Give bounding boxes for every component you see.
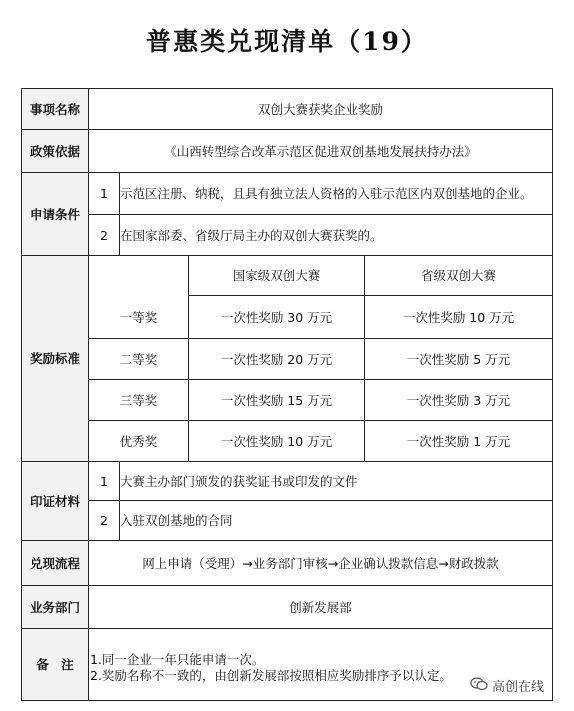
remark-line: 2.奖励名称不一致的，由创新发展部按照相应奖励排序予以认定。 [90, 668, 452, 683]
header-national: 国家级双创大赛 [232, 268, 321, 283]
tier-name: 二等奖 [119, 351, 158, 367]
label-remarks: 备 注 [36, 657, 74, 672]
label-item-name: 事项名称 [29, 101, 80, 117]
process-value: 网上申请（受理）→业务部门审核→企业确认拨款信息→财政拨款 [142, 555, 499, 571]
remark-line: 1.同一企业一年只能申请一次。 [90, 652, 265, 667]
label-proof-materials: 印证材料 [29, 493, 80, 509]
tier-provincial: 一次性奖励 10 万元 [402, 309, 515, 325]
proof-text: 入驻双创基地的合同 [120, 513, 233, 528]
remarks-notes [90, 652, 452, 684]
label-conditions: 申请条件 [29, 206, 80, 222]
header-provincial: 省级双创大赛 [420, 268, 496, 283]
proof-text: 大赛主办部门颁发的获奖证书或印发的文件 [120, 473, 358, 489]
tier-provincial: 一次性奖励 5 万元 [406, 351, 511, 367]
tier-name: 三等奖 [119, 392, 158, 408]
proof-num: 1 [100, 473, 108, 489]
watermark [470, 676, 544, 695]
proof-num: 2 [100, 513, 108, 528]
tier-national: 一次性奖励 15 万元 [220, 392, 333, 408]
condition-text: 在国家部委、省级厅局主办的双创大赛获奖的。 [120, 227, 383, 243]
watermark-text: 高创在线 [492, 680, 545, 695]
label-process: 兑现流程 [29, 555, 80, 571]
tier-national: 一次性奖励 30 万元 [220, 309, 333, 325]
condition-num: 1 [100, 186, 108, 201]
wechat-icon [470, 677, 488, 695]
label-policy-basis: 政策依据 [29, 143, 80, 159]
tier-provincial: 一次性奖励 1 万元 [406, 433, 511, 449]
tier-provincial: 一次性奖励 3 万元 [406, 392, 511, 408]
policy-basis-value: 《山西转型综合改革示范区促进双创基地发展扶持办法》 [164, 143, 477, 159]
label-department: 业务部门 [29, 599, 80, 615]
page-title: 普惠类兑现清单（19） [146, 27, 428, 56]
condition-num: 2 [100, 227, 108, 243]
tier-name: 优秀奖 [119, 433, 158, 449]
tier-national: 一次性奖励 10 万元 [220, 433, 333, 449]
tier-national: 一次性奖励 20 万元 [220, 351, 333, 367]
tier-name: 一等奖 [119, 309, 158, 325]
department-value: 创新发展部 [289, 599, 352, 615]
condition-text: 示范区注册、纳税，且具有独立法人资格的入驻示范区内双创基地的企业。 [120, 186, 533, 201]
label-reward-standard: 奖励标准 [29, 351, 80, 366]
item-name-value: 双创大赛获奖企业奖励 [257, 101, 383, 117]
